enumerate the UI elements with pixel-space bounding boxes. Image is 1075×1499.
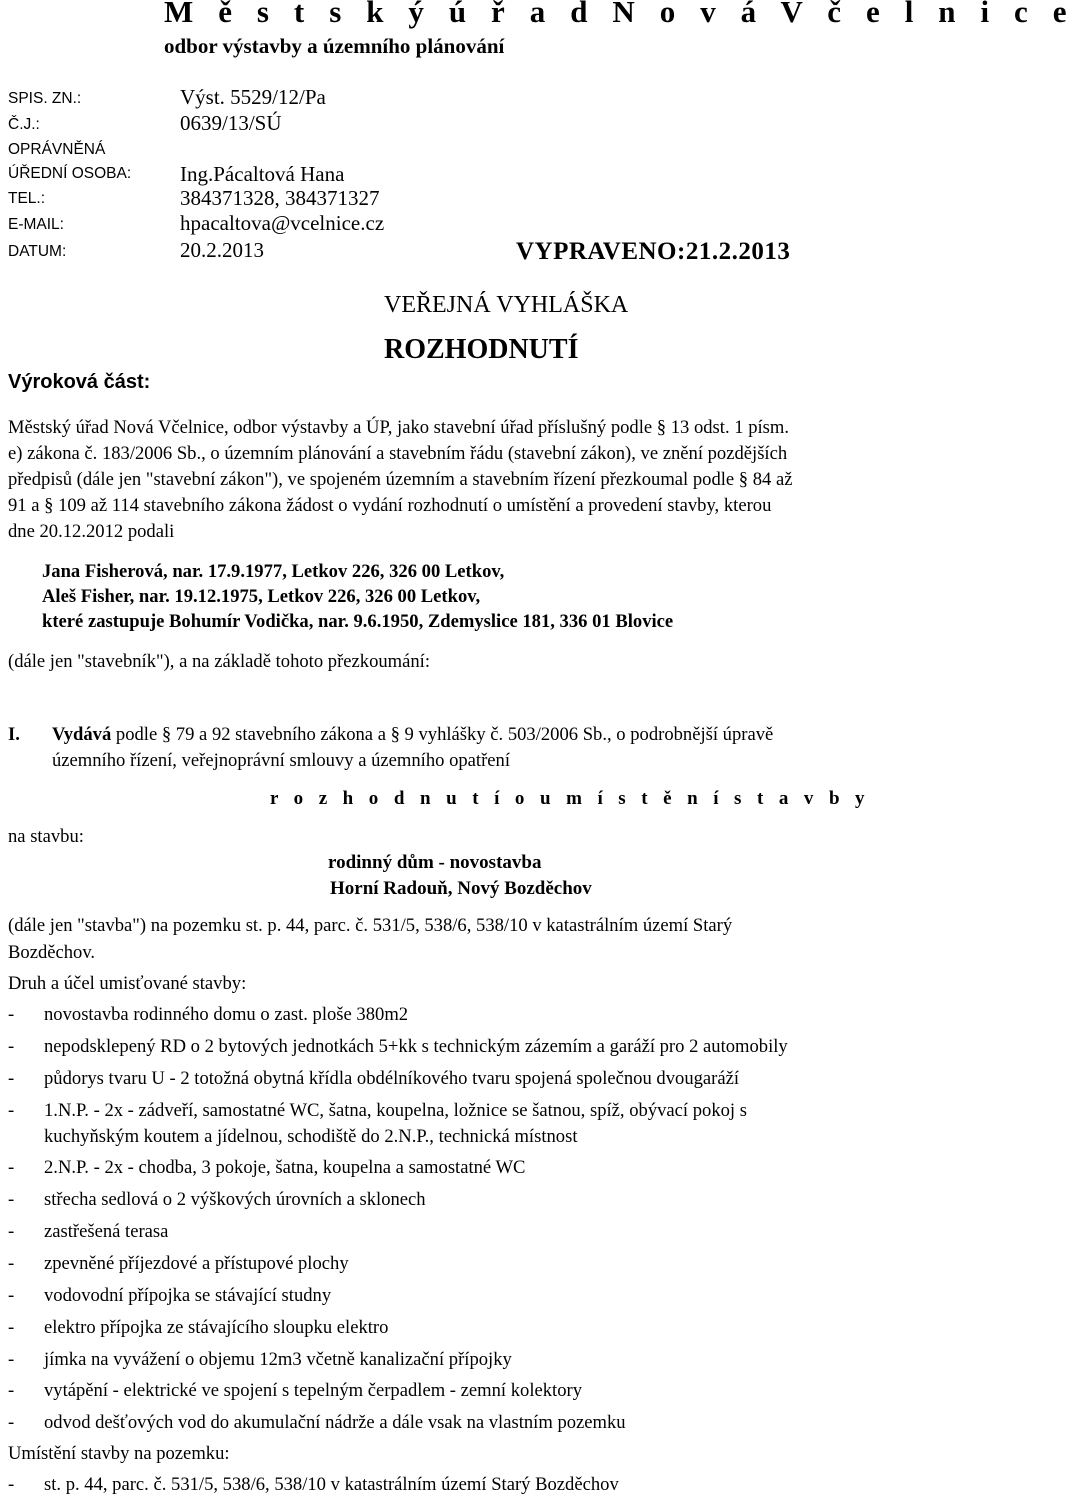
department-subtitle: odbor výstavby a územního plánování (164, 34, 505, 58)
list-item-text: odvod dešťových vod do akumulační nádrže a dále vsak na vlastním pozemku (44, 1412, 626, 1433)
datum-value: 20.2.2013 (180, 238, 264, 262)
umisteni-item-text: st. p. 44, parc. č. 531/5, 538/6, 538/10 v katastrálním území Starý Bozděchov (44, 1474, 619, 1495)
list-item-text: 1.N.P. - 2x - zádveří, samostatné WC, šatna, koupelna, ložnice se šatnou, spíž, obývací pokoj s (44, 1100, 747, 1121)
intro-line-5: dne 20.12.2012 podali (8, 521, 175, 542)
section-1-line-1 (52, 724, 773, 746)
email-value: hpacaltova@vcelnice.cz (180, 211, 385, 235)
list-item: - (8, 1412, 15, 1433)
email-label: E-MAIL: (8, 216, 64, 233)
datum-label: DATUM: (8, 243, 67, 260)
umisteni-heading: Umístění stavby na pozemku: (8, 1443, 230, 1464)
list-item-text: jímka na vyvážení o objemu 12m3 včetně kanalizační přípojky (44, 1349, 512, 1370)
list-item: - (8, 1157, 15, 1178)
opravnena-label: OPRÁVNĚNÁ (8, 141, 106, 158)
intro-line-1: Městský úřad Nová Včelnice, odbor výstavby a ÚP, jako stavební úřad příslušný podle § 13 odst. 1 písm. (8, 417, 790, 438)
pozemek-line-2: Bozděchov. (8, 942, 96, 963)
pozemek-line-1: (dále jen "stavba") na pozemku st. p. 44, parc. č. 531/5, 538/6, 538/10 v katastrálním území Starý (8, 915, 733, 936)
na-stavbu-label: na stavbu: (8, 826, 84, 847)
section-number: I. (8, 724, 20, 745)
list-item: - (8, 1380, 15, 1401)
office-title: M ě s t s k ý ú ř a d N o v á V č e l n i c e (164, 0, 1075, 29)
spis-value: Výst. 5529/12/Pa (180, 85, 326, 109)
party-1: Jana Fisherová, nar. 17.9.1977, Letkov 226, 326 00 Letkov, (42, 561, 505, 582)
party-3-representative: které zastupuje Bohumír Vodička, nar. 9.6.1950, Zdemyslice 181, 336 01 Blovice (42, 611, 674, 632)
list-item-text: nepodsklepený RD o 2 bytových jednotkách 5+kk s technickým zázemím a garáží pro 2 automobily (44, 1036, 788, 1057)
uredni-osoba-value: Ing.Pácaltová Hana (180, 162, 345, 186)
list-item-text: novostavba rodinného domu o zast. ploše 380m2 (44, 1004, 409, 1025)
decision-heading: r o z h o d n u t í o u m í s t ě n í s t a v b y (270, 788, 870, 809)
list-item-text: zpevněné příjezdové a přístupové plochy (44, 1253, 349, 1274)
list-item-text: střecha sedlová o 2 výškových úrovních a sklonech (44, 1189, 426, 1210)
cj-label: Č.J.: (8, 116, 40, 133)
list-item-text: zastřešená terasa (44, 1221, 169, 1242)
list-item-text: vytápění - elektrické ve spojení s tepelným čerpadlem - zemní kolektory (44, 1380, 582, 1401)
tel-label: TEL.: (8, 190, 46, 207)
list-item-text: půdorys tvaru U - 2 totožná obytná křídla obdélníkového tvaru spojená společnou dvougaráží (44, 1068, 740, 1089)
intro-line-3: předpisů (dále jen "stavební zákon"), ve spojeném územním a stavebním řízení přezkoumal podle § 84 až (8, 469, 793, 490)
list-item: - (8, 1474, 15, 1495)
list-item-text: elektro přípojka ze stávajícího sloupku elektro (44, 1317, 389, 1338)
uredni-osoba-label: ÚŘEDNÍ OSOBA: (8, 165, 132, 182)
section-1-text: podle § 79 a 92 stavebního zákona a § 9 vyhlášky č. 503/2006 Sb., o podrobnější úpravě (111, 724, 774, 745)
stavba-location: Horní Radouň, Nový Bozděchov (330, 878, 592, 899)
list-item: - (8, 1253, 15, 1274)
stavba-name: rodinný dům - novostavba (328, 852, 542, 873)
list-item-text: 2.N.P. - 2x - chodba, 3 pokoje, šatna, koupelna a samostatné WC (44, 1157, 526, 1178)
vydava-bold: Vydává (52, 724, 112, 745)
vypraveno-date: VYPRAVENO:21.2.2013 (516, 238, 791, 265)
list-item: - (8, 1285, 15, 1306)
list-item: - (8, 1068, 15, 1089)
intro-line-2: e) zákona č. 183/2006 Sb., o územním plánování a stavebním řádu (stavební zákon), ve znění pozdějších (8, 443, 788, 464)
list-item: - (8, 1004, 15, 1025)
intro-line-4: 91 a § 109 až 114 stavebního zákona žádost o vydání rozhodnutí o umístění a provedení stavby, kterou (8, 495, 772, 516)
tel-value: 384371328, 384371327 (180, 186, 380, 210)
vyrokova-cast-heading: Výroková část: (8, 371, 151, 393)
druh-heading: Druh a účel umisťované stavby: (8, 973, 247, 994)
list-item: - (8, 1036, 15, 1057)
party-2: Aleš Fisher, nar. 19.12.1975, Letkov 226, 326 00 Letkov, (42, 586, 481, 607)
list-item-continuation: kuchyňským koutem a jídelnou, schodiště do 2.N.P., technická místnost (44, 1126, 578, 1147)
rozhodnuti-title: ROZHODNUTÍ (384, 334, 579, 365)
cj-value: 0639/13/SÚ (180, 111, 282, 135)
list-item: - (8, 1100, 15, 1121)
section-1-line-2: územního řízení, veřejnoprávní smlouvy a územního opatření (52, 750, 510, 771)
list-item: - (8, 1221, 15, 1242)
list-item: - (8, 1349, 15, 1370)
spis-label: SPIS. ZN.: (8, 90, 82, 107)
list-item-text: vodovodní přípojka se stávající studny (44, 1285, 332, 1306)
list-item: - (8, 1189, 15, 1210)
verejna-vyhlaska-title: VEŘEJNÁ VYHLÁŠKA (384, 292, 629, 318)
list-item: - (8, 1317, 15, 1338)
stavebnik-note: (dále jen "stavebník"), a na základě tohoto přezkoumání: (8, 651, 431, 672)
